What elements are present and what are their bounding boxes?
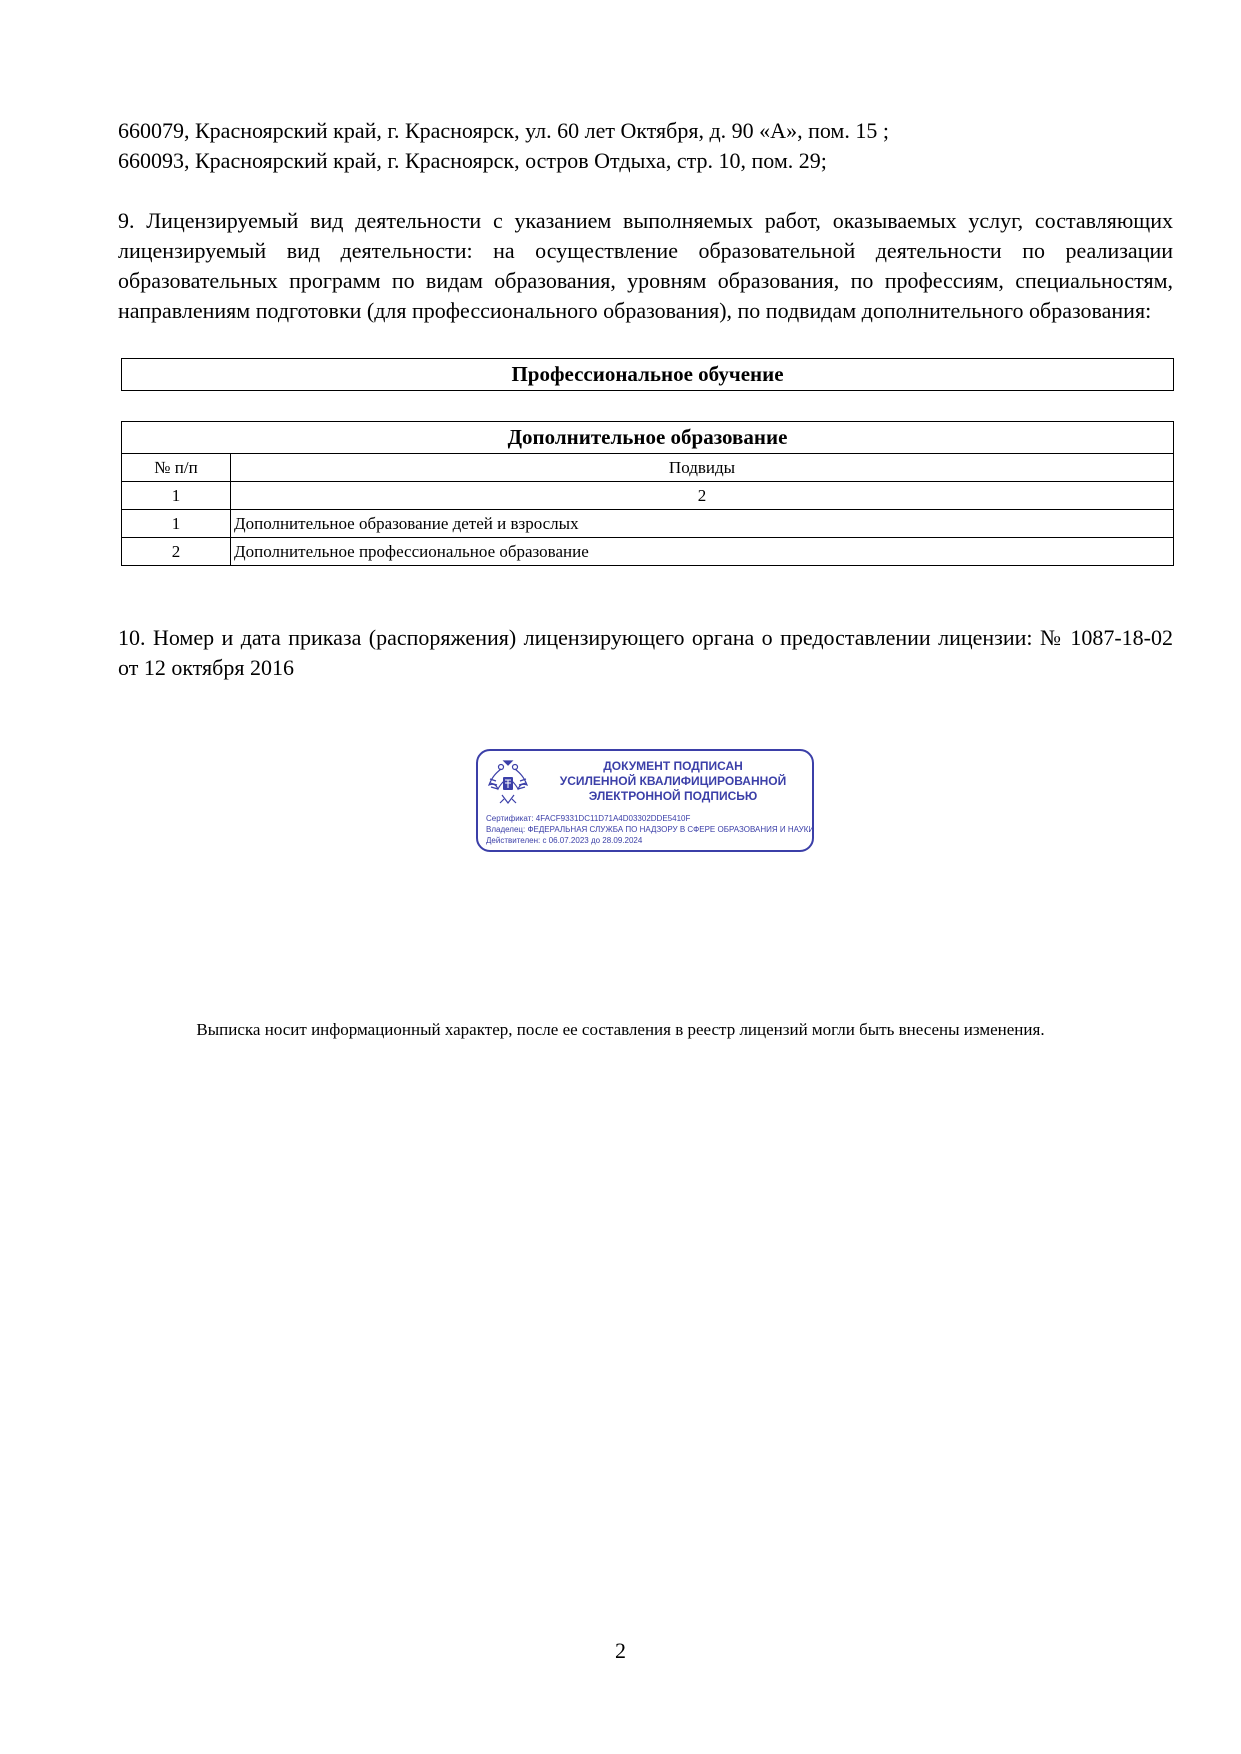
column-number-2: 2 bbox=[231, 482, 1174, 510]
stamp-owner: Владелец: ФЕДЕРАЛЬНАЯ СЛУЖБА ПО НАДЗОРУ В СФЕРЕ ОБРАЗОВАНИЯ И НАУКИ bbox=[486, 825, 815, 834]
additional-education-table bbox=[121, 421, 1174, 566]
table-row bbox=[122, 538, 1174, 566]
information-note: Выписка носит информационный характер, после ее составления в реестр лицензий могли быть внесены изменения. bbox=[196, 1020, 1045, 1039]
row-subtype: Дополнительное образование детей и взрослых bbox=[231, 510, 1174, 538]
stamp-title-line: ЭЛЕКТРОННОЙ ПОДПИСЬЮ bbox=[588, 789, 758, 803]
coat-of-arms-icon bbox=[486, 759, 530, 807]
table-header-row bbox=[122, 454, 1174, 482]
table-row bbox=[122, 510, 1174, 538]
section-10-paragraph: 10. Номер и дата приказа (распоряжения) лицензирующего органа о предоставлении лицензии: № 1087-18-02 от 12 октября 2016 bbox=[118, 625, 1173, 680]
address-line-2: 660093, Красноярский край, г. Красноярск, остров Отдыха, стр. 10, пом. 29; bbox=[118, 148, 827, 173]
stamp-certificate: Сертификат: 4FACF9331DC11D71A4D03302DDE5410F bbox=[486, 814, 691, 823]
row-number: 1 bbox=[122, 510, 231, 538]
electronic-signature-stamp bbox=[476, 749, 814, 852]
stamp-title-line: ДОКУМЕНТ ПОДПИСАН bbox=[603, 759, 743, 773]
professional-training-title: Профессиональное обучение bbox=[122, 359, 1174, 391]
column-number-1: 1 bbox=[122, 482, 231, 510]
row-subtype: Дополнительное профессиональное образование bbox=[231, 538, 1174, 566]
stamp-validity: Действителен: с 06.07.2023 до 28.09.2024 bbox=[486, 836, 643, 845]
table-column-numbers-row bbox=[122, 482, 1174, 510]
stamp-details bbox=[486, 813, 814, 846]
column-header-subtypes: Подвиды bbox=[231, 454, 1174, 482]
section-9-paragraph: 9. Лицензируемый вид деятельности с указанием выполняемых работ, оказываемых услуг, составляющих лицензируемый вид деятельности: на осуществление образовательной деятельности по реализации образовательных программ по видам образования, уровням образования, по профессиям, специальностям, направлениям подготовки (для профессионального образования), по подвидам дополнительного образования: bbox=[118, 208, 1173, 323]
page-number: 2 bbox=[615, 1638, 626, 1663]
column-header-number: № п/п bbox=[122, 454, 231, 482]
professional-training-table bbox=[121, 358, 1174, 391]
row-number: 2 bbox=[122, 538, 231, 566]
address-line-1: 660079, Красноярский край, г. Красноярск, ул. 60 лет Октября, д. 90 «А», пом. 15 ; bbox=[118, 118, 889, 143]
additional-education-title: Дополнительное образование bbox=[122, 422, 1174, 454]
stamp-title-line: УСИЛЕННОЙ КВАЛИФИЦИРОВАННОЙ bbox=[559, 774, 787, 788]
stamp-title bbox=[534, 759, 812, 804]
